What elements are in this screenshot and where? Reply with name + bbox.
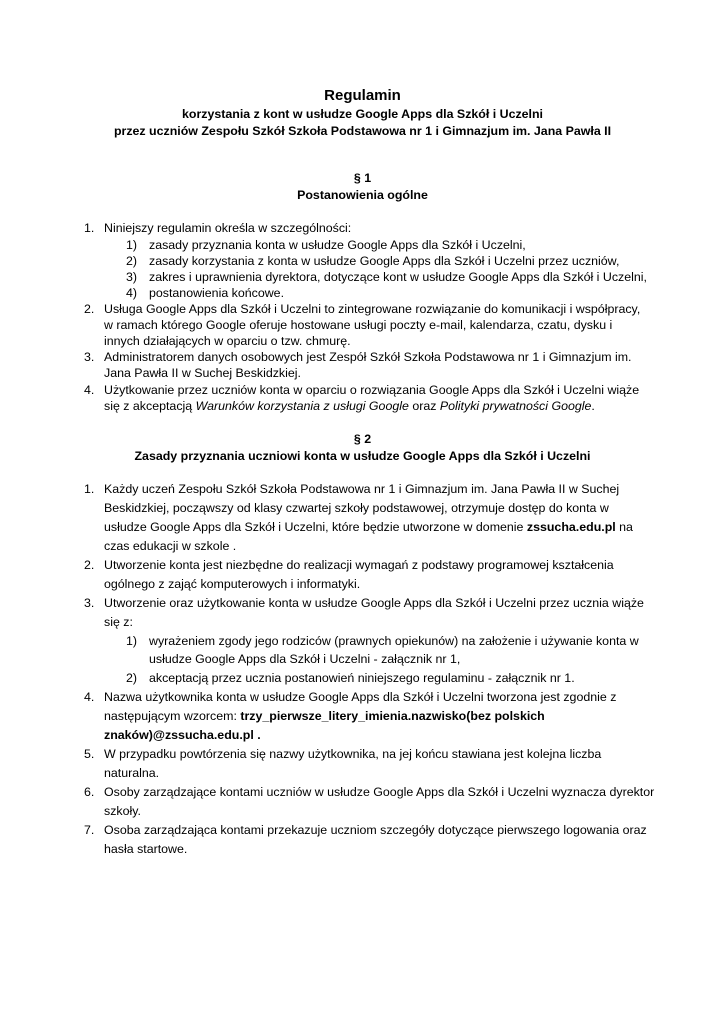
s2-item-1-line-1: Każdy uczeń Zespołu Szkół Szkoła Podstawowa nr 1 i Gimnazjum im. Jana Pawła II w Suchej	[104, 482, 620, 496]
s2-item-2-line-2: ogólnego z zająć komputerowych i informatyki.	[104, 577, 361, 591]
s2-item-6-line-2: szkoły.	[104, 804, 141, 818]
s1-subitem-1-number: 1)	[126, 238, 138, 252]
username-pattern-continued: znaków)@zssucha.edu.pl .	[104, 728, 261, 742]
s1-item-2-number: 2.	[84, 302, 95, 316]
s2-item-4-line-1: Nazwa użytkownika konta w usłudze Google Apps dla Szkół i Uczelni tworzona jest zgodnie z	[104, 690, 617, 704]
s2-item-5-line-1: W przypadku powtórzenia się nazwy użytkownika, na jej końcu stawiana jest kolejna liczba	[104, 747, 602, 761]
section-2-title: Zasady przyznania uczniowi konta w usłudze Google Apps dla Szkół i Uczelni	[134, 449, 591, 463]
s2-item-1-line-2: Beskidzkiej, począwszy od klasy czwartej szkoły podstawowej, otrzymuje dostęp do konta w	[104, 501, 609, 515]
s1-item-3-line-2: Jana Pawła II w Suchej Beskidzkiej.	[104, 366, 301, 380]
s1-item-4-text-e: .	[591, 399, 595, 413]
section-1-number: § 1	[353, 171, 372, 185]
s2-item-1-number: 1.	[84, 482, 95, 496]
s2-item-2-line-1: Utworzenie konta jest niezbędne do realizacji wymagań z podstawy programowej kształcenia	[104, 558, 614, 572]
s2-item-6-number: 6.	[84, 785, 95, 799]
s2-subitem-2-number: 2)	[126, 671, 138, 685]
s1-item-4-line-1: Użytkowanie przez uczniów konta w oparciu o rozwiązania Google Apps dla Szkół i Uczelni wiąże	[104, 383, 640, 397]
s1-subitem-2-number: 2)	[126, 254, 138, 268]
terms-of-service-reference: Warunków korzystania z usługi Google	[195, 399, 409, 413]
s1-subitem-3-number: 3)	[126, 270, 138, 284]
s2-item-1-text-c: na	[615, 520, 633, 534]
s2-item-4-text-a: następującym wzorcem:	[104, 709, 241, 723]
section-2-number: § 2	[353, 432, 372, 446]
s2-item-3-line-1: Utworzenie oraz użytkowanie konta w usłudze Google Apps dla Szkół i Uczelni przez ucznia wiąże	[104, 596, 644, 610]
s2-item-1-line-3	[104, 520, 633, 534]
s2-item-7-number: 7.	[84, 823, 95, 837]
section-1-title: Postanowienia ogólne	[297, 188, 428, 202]
domain-name: zssucha.edu.pl	[526, 520, 616, 534]
document-subtitle-line-2: przez uczniów Zespołu Szkół Szkoła Podstawowa nr 1 i Gimnazjum im. Jana Pawła II	[113, 124, 612, 138]
s1-item-2-line-3: innych działających w oparciu o tzw. chmurę.	[104, 334, 351, 348]
document-subtitle-line-1: korzystania z kont w usłudze Google Apps dla Szkół i Uczelni	[182, 107, 543, 121]
s1-subitem-2-text: zasady korzystania z konta w usłudze Google Apps dla Szkół i Uczelni przez uczniów,	[149, 254, 620, 268]
s1-subitem-3-text: zakres i uprawnienia dyrektora, dotyczące kont w usłudze Google Apps dla Szkół i Uczelni,	[149, 270, 647, 284]
document-title: Regulamin	[324, 87, 401, 104]
s2-item-1-text-a: usłudze Google Apps dla Szkół i Uczelni, które będzie utworzone w domenie	[104, 520, 527, 534]
s2-item-3-line-2: się z:	[104, 615, 133, 629]
s1-item-4-text-c: oraz	[408, 399, 440, 413]
s1-item-4-line-2	[104, 399, 595, 413]
s2-item-5-number: 5.	[84, 747, 95, 761]
s1-item-1-text: Niniejszy regulamin określa w szczególności:	[104, 221, 352, 235]
s1-item-3-number: 3.	[84, 350, 95, 364]
s2-subitem-1-line-2: usłudze Google Apps dla Szkół i Uczelni - załącznik nr 1,	[149, 652, 461, 666]
s1-item-4-text-a: się z akceptacją	[104, 399, 196, 413]
s1-subitem-4-number: 4)	[126, 286, 138, 300]
s2-item-2-number: 2.	[84, 558, 95, 572]
s2-item-4-line-2	[104, 709, 545, 723]
s2-subitem-1-line-1: wyrażeniem zgody jego rodziców (prawnych opiekunów) na założenie i używanie konta w	[149, 634, 639, 648]
s2-item-7-line-1: Osoba zarządzająca kontami przekazuje uczniom szczegóły dotyczące pierwszego logowania oraz	[104, 823, 647, 837]
s1-item-3-line-1: Administratorem danych osobowych jest Zespół Szkół Szkoła Podstawowa nr 1 i Gimnazjum im.	[104, 350, 632, 364]
s1-item-4-number: 4.	[84, 383, 95, 397]
privacy-policy-reference: Polityki prywatności Google	[439, 399, 592, 413]
s2-item-6-line-1: Osoby zarządzające kontami uczniów w usłudze Google Apps dla Szkół i Uczelni wyznacza dyrektor	[104, 785, 655, 799]
s2-item-1-line-4: czas edukacji w szkole .	[104, 539, 237, 553]
s2-subitem-1-number: 1)	[126, 634, 138, 648]
s2-item-5-line-2: naturalna.	[104, 766, 160, 780]
s2-item-3-number: 3.	[84, 596, 95, 610]
s1-item-2-line-2: w ramach którego Google oferuje hostowane usługi poczty e-mail, kalendarza, czatu, dysku i	[104, 318, 613, 332]
s2-item-7-line-2: hasła startowe.	[104, 842, 188, 856]
s1-item-1-number: 1.	[84, 221, 95, 235]
s1-subitem-1-text: zasady przyznania konta w usłudze Google Apps dla Szkół i Uczelni,	[149, 238, 526, 252]
s2-item-4-number: 4.	[84, 690, 95, 704]
s1-item-2-line-1: Usługa Google Apps dla Szkół i Uczelni to zintegrowane rozwiązanie do komunikacji i współpracy,	[104, 302, 641, 316]
s1-subitem-4-text: postanowienia końcowe.	[149, 286, 285, 300]
username-pattern: trzy_pierwsze_litery_imienia.nazwisko(bez polskich	[240, 709, 545, 723]
s2-subitem-2-line-1: akceptacją przez ucznia postanowień niniejszego regulaminu - załącznik nr 1.	[149, 671, 575, 685]
